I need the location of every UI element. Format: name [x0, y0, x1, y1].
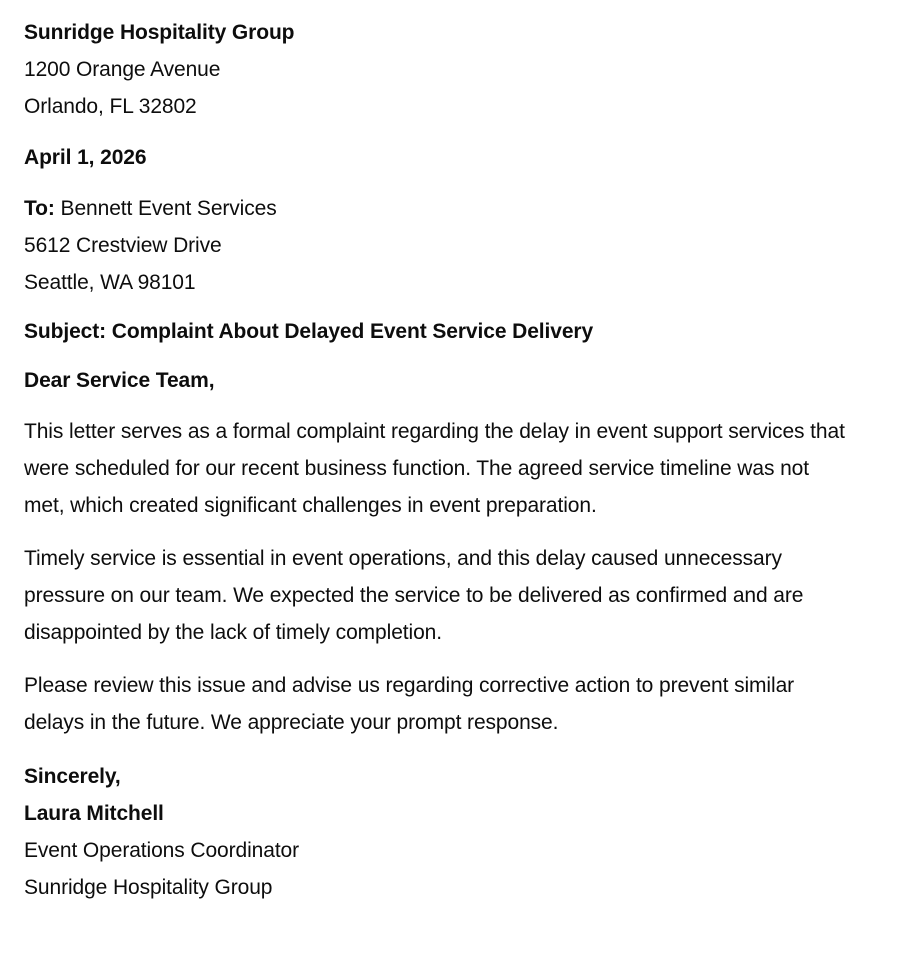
signer-company: Sunridge Hospitality Group	[24, 876, 273, 899]
subject-block	[24, 313, 855, 350]
body-paragraph: This letter serves as a formal complaint regarding the delay in event support services that were scheduled for our recent business function. The agreed service timeline was not met, which created significant challenges in event preparation.	[24, 420, 845, 517]
sender-street: 1200 Orange Avenue	[24, 58, 221, 81]
sender-company: Sunridge Hospitality Group	[24, 21, 295, 44]
recipient-company: Bennett Event Services	[60, 197, 277, 220]
recipient-to-label: To:	[24, 197, 55, 220]
sender-address-block	[24, 14, 855, 125]
sender-city-state-zip: Orlando, FL 32802	[24, 95, 197, 118]
signature-block	[24, 758, 855, 906]
recipient-street: 5612 Crestview Drive	[24, 234, 222, 257]
recipient-line	[24, 190, 855, 227]
body-paragraph: Please review this issue and advise us regarding corrective action to prevent similar delays in the future. We appreciate your prompt response.	[24, 674, 795, 734]
signer-name: Laura Mitchell	[24, 802, 164, 825]
body-paragraph: Timely service is essential in event operations, and this delay caused unnecessary pressure on our team. We expected the service to be delivered as confirmed and are disappointed by the lack of timely completion.	[24, 547, 804, 644]
letter-date-block	[24, 139, 855, 176]
recipient-city-state-zip: Seattle, WA 98101	[24, 271, 196, 294]
letter-body	[24, 413, 855, 741]
subject-line: Subject: Complaint About Delayed Event Service Delivery	[24, 320, 594, 343]
letter-date: April 1, 2026	[24, 146, 147, 169]
sign-off: Sincerely,	[24, 765, 121, 788]
salutation-block	[24, 362, 855, 399]
recipient-address-block	[24, 190, 855, 301]
signer-title: Event Operations Coordinator	[24, 839, 300, 862]
salutation: Dear Service Team,	[24, 369, 215, 392]
